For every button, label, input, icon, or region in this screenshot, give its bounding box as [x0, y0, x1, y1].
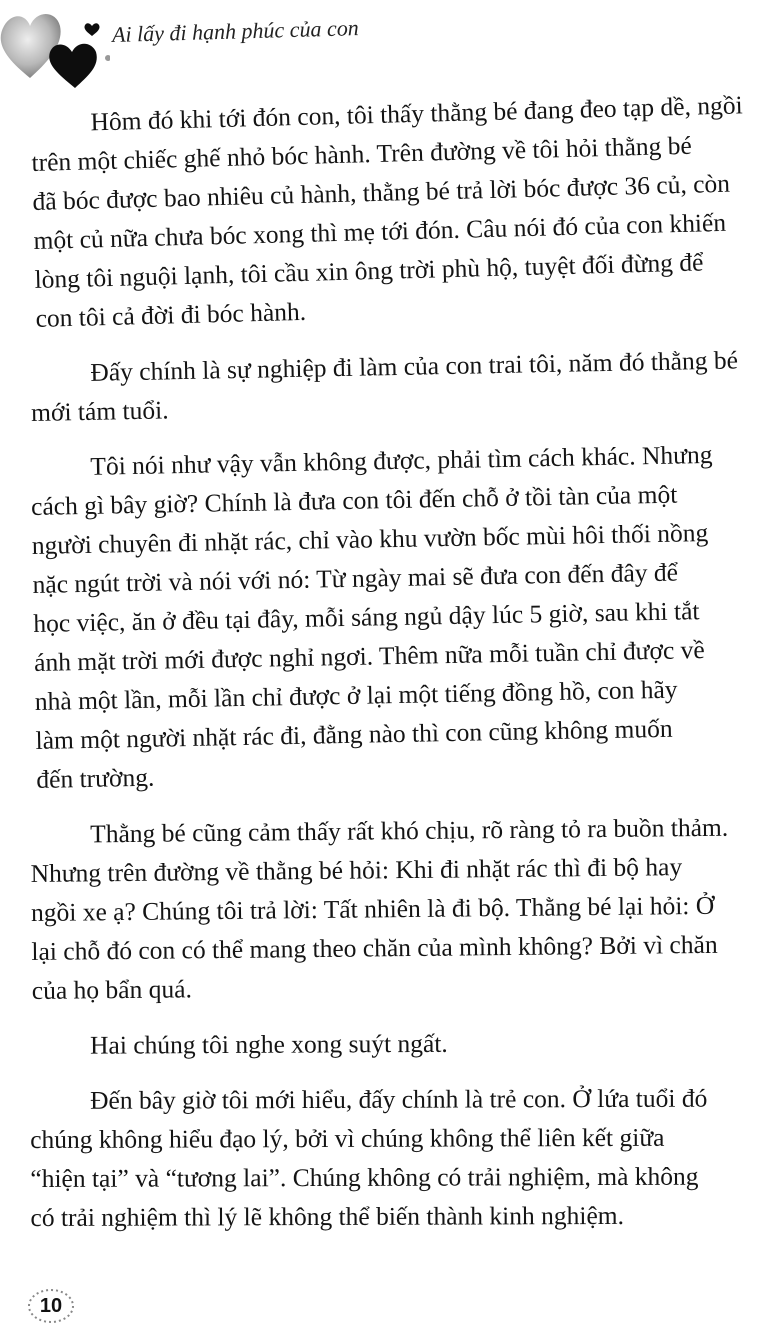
- heart-icon: [84, 23, 99, 36]
- text-line: Đến bây giờ tôi mới hiểu, đấy chính là trẻ con. Ở lứa tuổi đó: [90, 1083, 708, 1115]
- heart-icon: [49, 44, 97, 88]
- text-line: đến trường.: [36, 762, 155, 794]
- text-line: một củ nữa chưa bóc xong thì mẹ tới đón. Câu nói đó của con khiến: [33, 207, 727, 255]
- page-number-text: 10: [39, 1295, 63, 1317]
- text-line: nặc ngút trời và nói với nó: Từ ngày mai sẽ đưa con đến đây để: [32, 557, 679, 599]
- page-header: [0, 0, 768, 90]
- text-line: ngồi xe ạ? Chúng tôi trả lời: Tất nhiên là đi bộ. Thằng bé lại hỏi: Ở: [30, 890, 715, 927]
- ornament-icon: [105, 55, 110, 61]
- paragraph: [30, 434, 759, 799]
- text-line: của họ bẩn quá.: [31, 974, 193, 1005]
- text-line: mới tám tuổi.: [30, 395, 169, 427]
- paragraph: [30, 1078, 753, 1237]
- text-line: học việc, ăn ở đều tại đây, mỗi sáng ngủ dậy lúc 5 giờ, sau khi tắt: [33, 596, 700, 638]
- heart-icon: [1, 14, 61, 78]
- text-line: có trải nghiệm thì lý lẽ không thể biến thành kinh nghiệm.: [30, 1200, 625, 1232]
- text-line: làm một người nhặt rác đi, đằng nào thì con cũng không muốn: [35, 713, 673, 755]
- body-text: [30, 90, 752, 1253]
- text-line: lòng tôi nguội lạnh, tôi cầu xin ông trời phù hộ, tuyệt đối đừng để: [34, 247, 704, 294]
- text-line: Nhưng trên đường về thằng bé hỏi: Khi đi nhặt rác thì đi bộ hay: [30, 852, 683, 888]
- text-line: đã bóc được bao nhiêu củ hành, thằng bé trả lời bóc được 36 củ, còn: [32, 168, 731, 216]
- paragraph: [30, 1022, 752, 1065]
- text-line: chúng không hiểu đạo lý, bởi vì chúng không thể liên kết giữa: [30, 1122, 665, 1154]
- hearts-ornament: [0, 0, 110, 90]
- text-line: trên một chiếc ghế nhỏ bóc hành. Trên đường về tôi hỏi thằng bé: [31, 130, 693, 177]
- running-title: Ai lấy đi hạnh phúc của con: [111, 15, 360, 47]
- text-line: nhà một lần, mỗi lần chỉ được ở lại một tiếng đồng hồ, con hãy: [34, 674, 678, 716]
- text-line: lại chỗ đó con có thể mang theo chăn của mình không? Bởi vì chăn: [31, 929, 718, 966]
- text-line: ánh mặt trời mới được nghỉ ngơi. Thêm nữa mỗi tuần chỉ được về: [33, 635, 705, 677]
- text-line: Thằng bé cũng cảm thấy rất khó chịu, rõ ràng tỏ ra buồn thảm.: [90, 812, 729, 849]
- paragraph: [30, 340, 753, 432]
- text-line: cách gì bây giờ? Chính là đưa con tôi đến chỗ ở tồi tàn của một: [30, 479, 678, 521]
- text-line: Hai chúng tôi nghe xong suýt ngất.: [90, 1028, 448, 1060]
- paragraph: [30, 85, 758, 338]
- text-line: “hiện tại” và “tương lai”. Chúng không có trải nghiệm, mà không: [30, 1161, 699, 1193]
- text-line: con tôi cả đời đi bóc hành.: [35, 296, 307, 333]
- text-line: người chuyên đi nhặt rác, chỉ vào khu vườn bốc mùi hôi thối nồng: [31, 517, 709, 560]
- text-line: Hôm đó khi tới đón con, tôi thấy thằng bé đang đeo tạp dề, ngồi: [90, 90, 743, 137]
- paragraph: [30, 807, 754, 1010]
- text-line: Đấy chính là sự nghiệp đi làm của con trai tôi, năm đó thằng bé: [90, 345, 739, 387]
- page-number: [22, 1286, 80, 1326]
- text-line: Tôi nói như vậy vẫn không được, phải tìm cách khác. Nhưng: [90, 439, 713, 481]
